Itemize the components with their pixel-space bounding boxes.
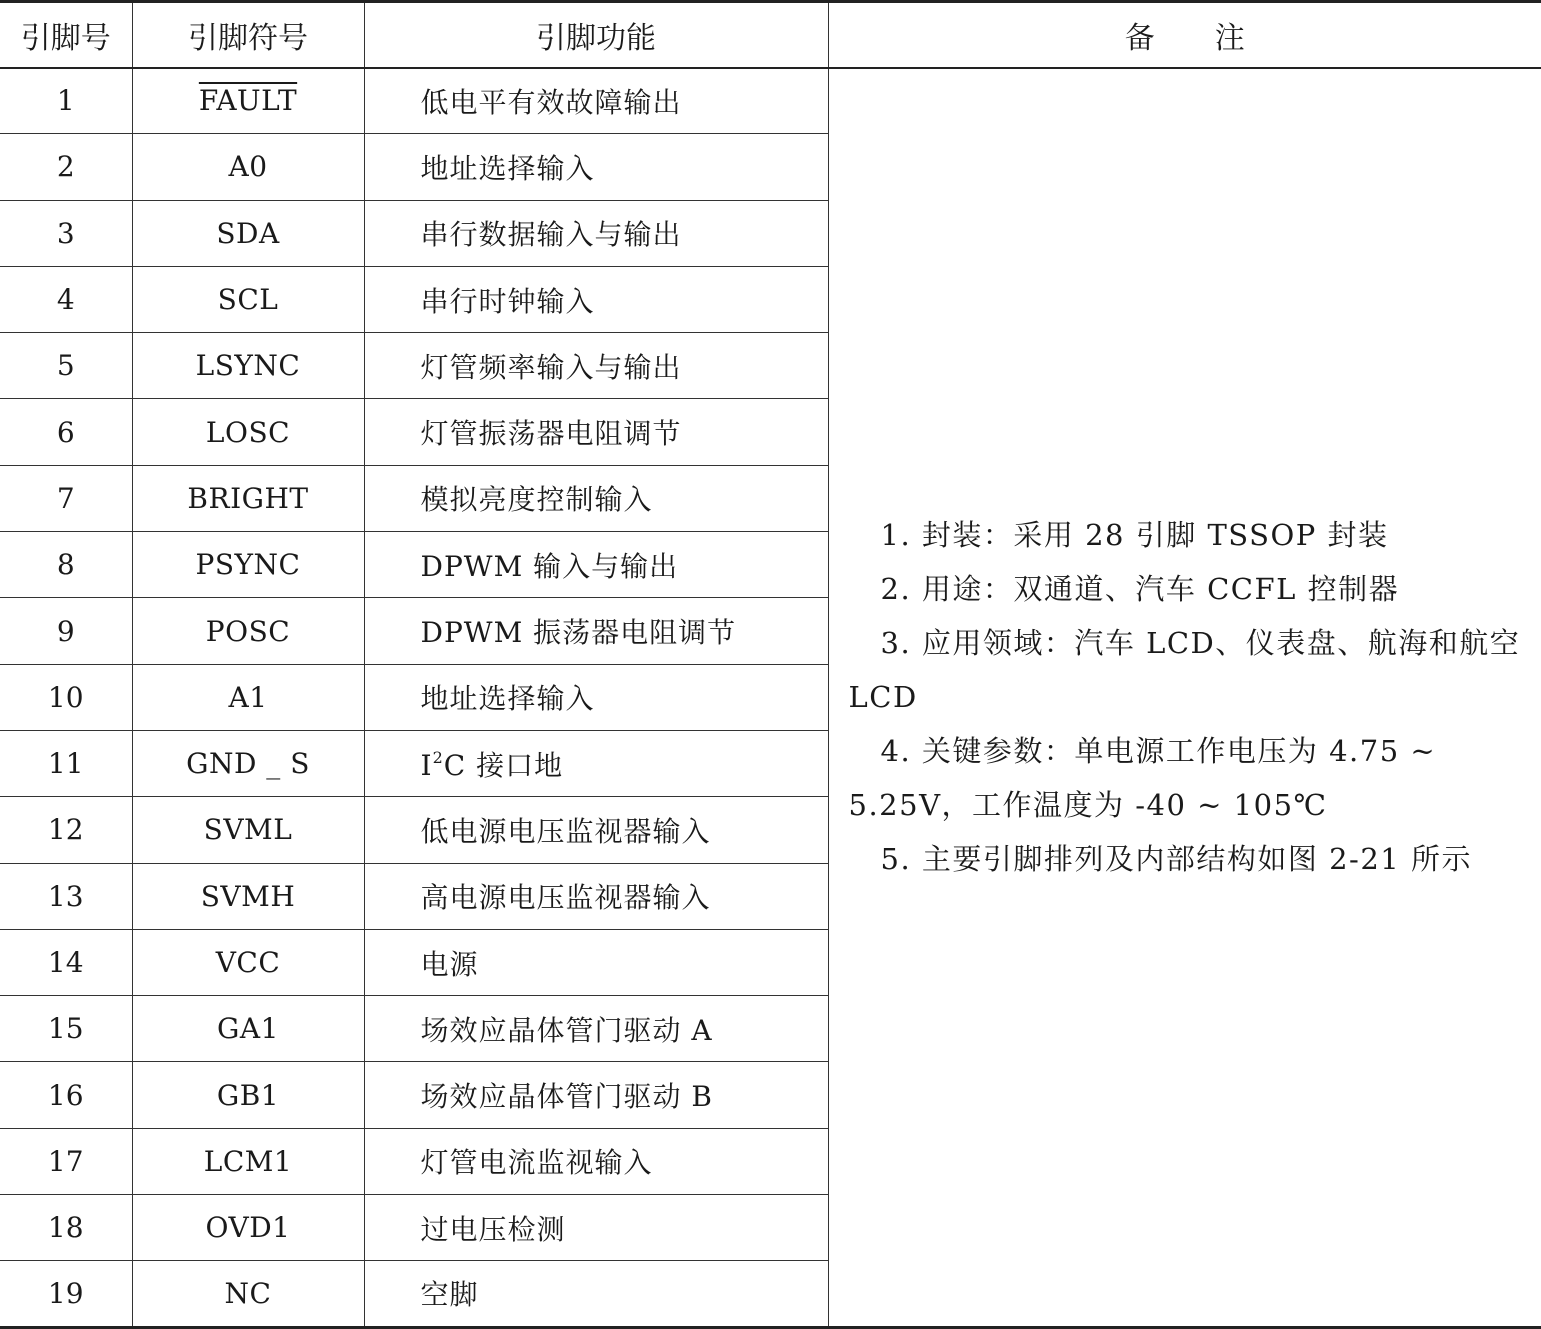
pin-symbol: GND _ S [132, 730, 364, 796]
pin-symbol: BRIGHT [132, 465, 364, 531]
pin-symbol: SVMH [132, 863, 364, 929]
pin-symbol: SDA [132, 200, 364, 266]
pin-number: 14 [0, 929, 132, 995]
pin-symbol: NC [132, 1261, 364, 1327]
pin-symbol: LOSC [132, 399, 364, 465]
pin-number: 3 [0, 200, 132, 266]
pin-function: 模拟亮度控制输入 [364, 465, 828, 531]
pin-function: 地址选择输入 [364, 664, 828, 730]
pin-symbol: POSC [132, 598, 364, 664]
pin-function-suffix: C 接口地 [443, 748, 564, 782]
pin-function: DPWM 振荡器电阻调节 [364, 598, 828, 664]
note-item: 4. 关键参数：单电源工作电压为 4.75 ~ 5.25V，工作温度为 -40 ~ 105℃ [848, 734, 1437, 823]
pin-function-superscript: 2 [432, 747, 444, 767]
pin-symbol: GA1 [132, 996, 364, 1062]
pin-function: 地址选择输入 [364, 134, 828, 200]
pin-symbol: SVML [132, 797, 364, 863]
pin-function: 场效应晶体管门驱动 A [364, 996, 828, 1062]
pin-function [364, 730, 828, 796]
pin-number: 11 [0, 730, 132, 796]
pin-symbol-overlined: FAULT [198, 84, 298, 118]
pin-number: 4 [0, 266, 132, 332]
pin-function: 低电平有效故障输出 [364, 68, 828, 134]
pin-number: 16 [0, 1062, 132, 1128]
header-pin-no: 引脚号 [0, 2, 132, 68]
pin-number: 8 [0, 532, 132, 598]
pin-number: 18 [0, 1195, 132, 1261]
pin-number: 2 [0, 134, 132, 200]
header-pin-symbol: 引脚符号 [132, 2, 364, 68]
pin-function: 串行时钟输入 [364, 266, 828, 332]
pin-number: 7 [0, 465, 132, 531]
pin-symbol: VCC [132, 929, 364, 995]
pin-function: 串行数据输入与输出 [364, 200, 828, 266]
pin-function: 灯管频率输入与输出 [364, 333, 828, 399]
pin-symbol [132, 68, 364, 134]
pin-symbol: A1 [132, 664, 364, 730]
pin-symbol: OVD1 [132, 1195, 364, 1261]
pin-number: 15 [0, 996, 132, 1062]
pin-number: 13 [0, 863, 132, 929]
pin-function: 灯管振荡器电阻调节 [364, 399, 828, 465]
pin-number: 9 [0, 598, 132, 664]
header-row [0, 2, 1541, 68]
pin-symbol: PSYNC [132, 532, 364, 598]
pin-symbol: A0 [132, 134, 364, 200]
pin-function-prefix: I [420, 748, 433, 782]
pin-number: 1 [0, 68, 132, 134]
pin-number: 6 [0, 399, 132, 465]
pin-number: 17 [0, 1128, 132, 1194]
header-pin-function: 引脚功能 [364, 2, 828, 68]
pin-number: 5 [0, 333, 132, 399]
notes-cell [828, 68, 1541, 1328]
pin-number: 12 [0, 797, 132, 863]
pin-function: 电源 [364, 929, 828, 995]
pin-symbol: LSYNC [132, 333, 364, 399]
note-item: 5. 主要引脚排列及内部结构如图 2-21 所示 [880, 842, 1472, 877]
note-item: 1. 封装：采用 28 引脚 TSSOP 封装 [880, 518, 1389, 553]
pin-symbol: LCM1 [132, 1128, 364, 1194]
pin-function: 空脚 [364, 1261, 828, 1327]
note-item: 2. 用途：双通道、汽车 CCFL 控制器 [880, 572, 1400, 607]
pin-function: DPWM 输入与输出 [364, 532, 828, 598]
pin-symbol: GB1 [132, 1062, 364, 1128]
pin-symbol: SCL [132, 266, 364, 332]
header-notes: 备 注 [828, 2, 1541, 68]
pin-function: 低电源电压监视器输入 [364, 797, 828, 863]
pin-function: 灯管电流监视输入 [364, 1128, 828, 1194]
table-row [0, 68, 1541, 134]
pin-number: 10 [0, 664, 132, 730]
pin-function: 高电源电压监视器输入 [364, 863, 828, 929]
pin-number: 19 [0, 1261, 132, 1327]
pin-function: 场效应晶体管门驱动 B [364, 1062, 828, 1128]
note-item: 3. 应用领域：汽车 LCD、仪表盘、航海和航空 LCD [848, 626, 1521, 715]
pin-function: 过电压检测 [364, 1195, 828, 1261]
